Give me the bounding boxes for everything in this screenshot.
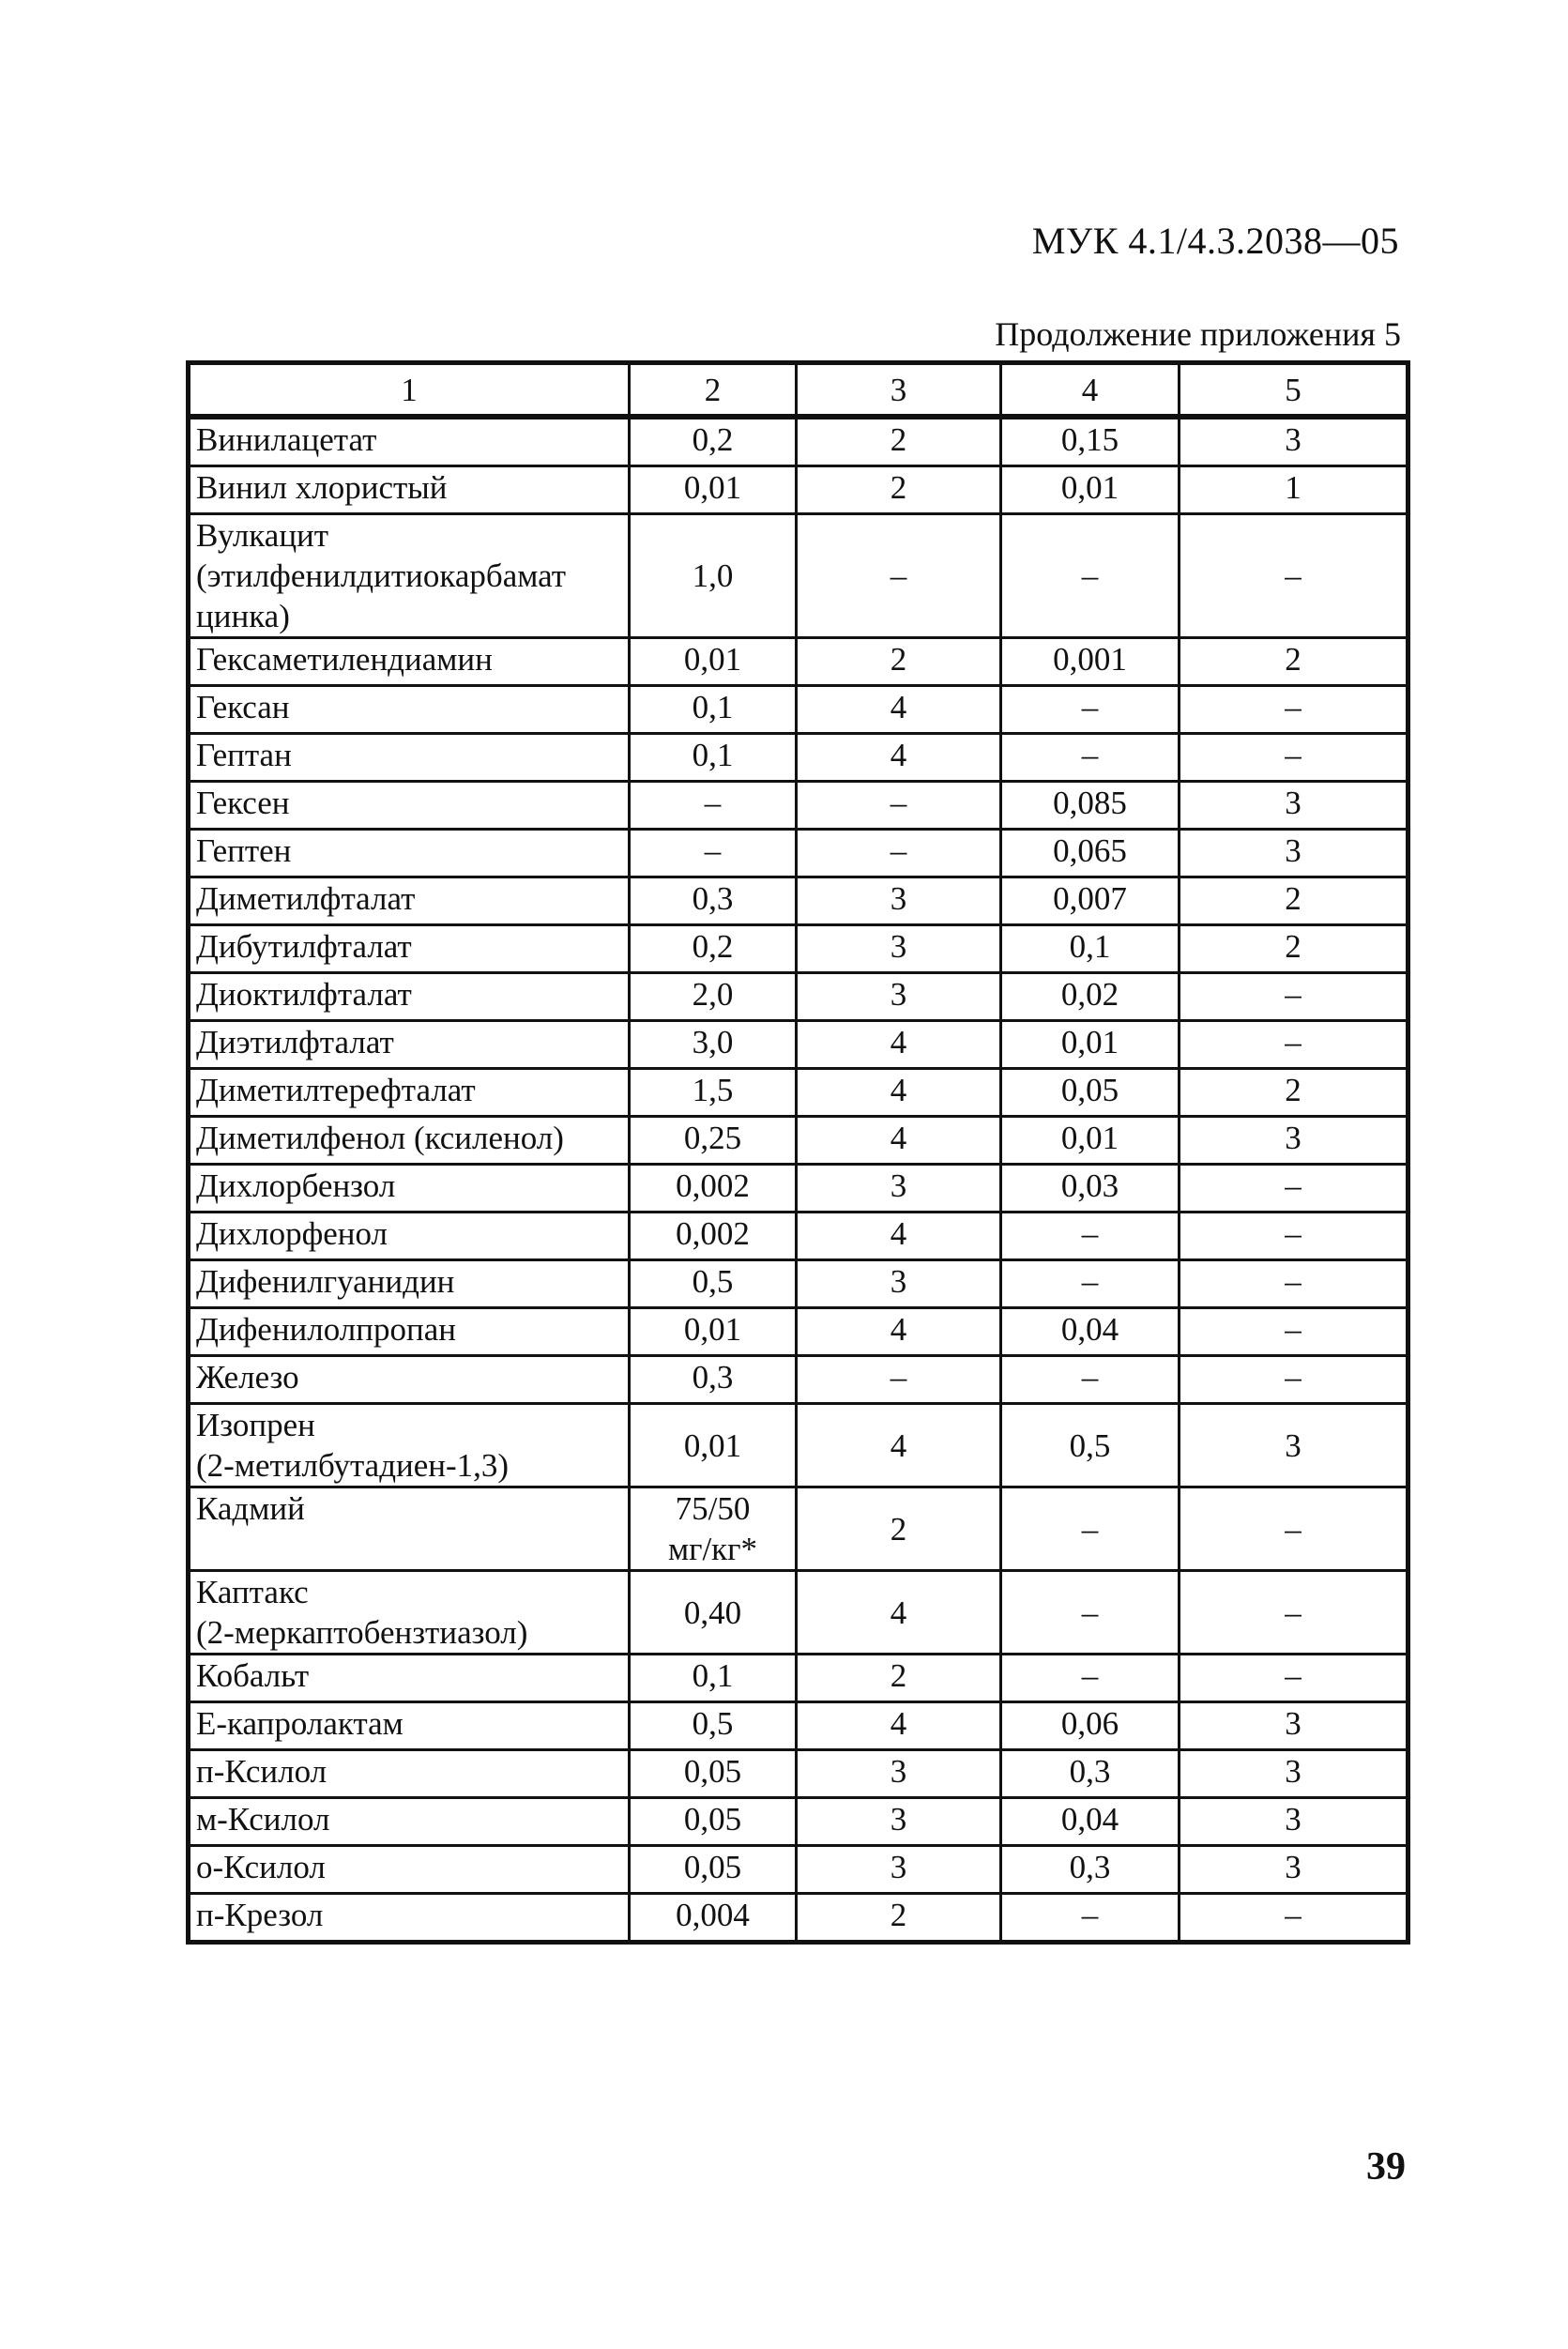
- value-cell-c5: –: [1180, 1487, 1408, 1571]
- value-cell-c3: 4: [797, 734, 1001, 782]
- table-row: [189, 734, 1408, 782]
- value-cell-c4: –: [1001, 1894, 1180, 1943]
- value-cell-c5: 2: [1180, 1069, 1408, 1117]
- value-cell-c5: –: [1180, 1571, 1408, 1655]
- value-cell-c3: –: [797, 782, 1001, 830]
- substance-name-cell: Диметилфенол (ксиленол): [189, 1117, 630, 1165]
- value-cell-c2: 0,1: [630, 734, 797, 782]
- table-row: [189, 1487, 1408, 1571]
- value-cell-c2: 0,004: [630, 1894, 797, 1943]
- value-cell-c3: 2: [797, 1894, 1001, 1943]
- table-row: [189, 1750, 1408, 1798]
- value-cell-c2: 0,3: [630, 877, 797, 925]
- value-cell-c3: 3: [797, 925, 1001, 973]
- table-row: [189, 466, 1408, 514]
- table-row: [189, 417, 1408, 466]
- value-cell-c5: 2: [1180, 638, 1408, 686]
- value-cell-c5: –: [1180, 1260, 1408, 1308]
- value-cell-c4: 0,04: [1001, 1308, 1180, 1356]
- table-row: [189, 973, 1408, 1021]
- table-header-row: [189, 363, 1408, 418]
- value-cell-c3: 4: [797, 1117, 1001, 1165]
- substance-name-cell: Винил хлористый: [189, 466, 630, 514]
- value-cell-c2: 1,0: [630, 514, 797, 638]
- value-cell-c3: 2: [797, 466, 1001, 514]
- value-cell-c4: –: [1001, 686, 1180, 734]
- value-cell-c2: 3,0: [630, 1021, 797, 1069]
- value-cell-c5: –: [1180, 734, 1408, 782]
- value-cell-c2: 75/50 мг/кг*: [630, 1487, 797, 1571]
- value-cell-c5: 1: [1180, 466, 1408, 514]
- value-cell-c5: 3: [1180, 1846, 1408, 1894]
- value-cell-c2: 0,2: [630, 417, 797, 466]
- column-header: 1: [189, 363, 630, 418]
- value-cell-c5: –: [1180, 514, 1408, 638]
- table-body: [189, 363, 1408, 1943]
- continuation-label: Продолжение приложения 5: [995, 315, 1401, 353]
- value-cell-c4: –: [1001, 514, 1180, 638]
- value-cell-c2: –: [630, 830, 797, 877]
- value-cell-c4: –: [1001, 734, 1180, 782]
- value-cell-c3: 3: [797, 877, 1001, 925]
- value-cell-c2: 0,002: [630, 1165, 797, 1213]
- table-row: [189, 1021, 1408, 1069]
- substance-name-cell: п-Ксилол: [189, 1750, 630, 1798]
- value-cell-c2: –: [630, 782, 797, 830]
- value-cell-c3: –: [797, 1356, 1001, 1404]
- column-header: 2: [630, 363, 797, 418]
- value-cell-c5: 3: [1180, 1404, 1408, 1487]
- value-cell-c4: 0,5: [1001, 1404, 1180, 1487]
- data-table: [186, 360, 1410, 1945]
- value-cell-c4: 0,15: [1001, 417, 1180, 466]
- table-row: [189, 877, 1408, 925]
- table-row: [189, 1356, 1408, 1404]
- table-row: [189, 1213, 1408, 1260]
- table-row: [189, 1702, 1408, 1750]
- table-row: [189, 1655, 1408, 1702]
- substance-name-cell: м-Ксилол: [189, 1798, 630, 1846]
- substance-name-cell: Дифенилгуанидин: [189, 1260, 630, 1308]
- value-cell-c2: 0,1: [630, 686, 797, 734]
- value-cell-c5: –: [1180, 686, 1408, 734]
- substance-name-cell: о-Ксилол: [189, 1846, 630, 1894]
- column-header: 4: [1001, 363, 1180, 418]
- value-cell-c2: 0,2: [630, 925, 797, 973]
- value-cell-c3: 2: [797, 1487, 1001, 1571]
- value-cell-c5: 3: [1180, 1798, 1408, 1846]
- table-row: [189, 1308, 1408, 1356]
- table-row: [189, 638, 1408, 686]
- value-cell-c2: 0,01: [630, 638, 797, 686]
- value-cell-c5: 2: [1180, 925, 1408, 973]
- value-cell-c3: 3: [797, 1165, 1001, 1213]
- table-row: [189, 1798, 1408, 1846]
- value-cell-c3: 4: [797, 1213, 1001, 1260]
- value-cell-c5: 3: [1180, 830, 1408, 877]
- table-row: [189, 1404, 1408, 1487]
- substance-name-cell: Е-капролактам: [189, 1702, 630, 1750]
- value-cell-c2: 0,1: [630, 1655, 797, 1702]
- value-cell-c3: 4: [797, 1021, 1001, 1069]
- value-cell-c2: 0,002: [630, 1213, 797, 1260]
- substance-name-cell: Кадмий: [189, 1487, 630, 1571]
- value-cell-c2: 0,05: [630, 1846, 797, 1894]
- substance-name-cell: Гексен: [189, 782, 630, 830]
- substance-name-cell: Диоктилфталат: [189, 973, 630, 1021]
- substance-name-cell: Железо: [189, 1356, 630, 1404]
- table-row: [189, 1846, 1408, 1894]
- table-row: [189, 1894, 1408, 1943]
- page-number: 39: [1366, 2145, 1406, 2189]
- value-cell-c2: 0,05: [630, 1750, 797, 1798]
- substance-name-cell: Дихлорфенол: [189, 1213, 630, 1260]
- substance-name-cell: п-Крезол: [189, 1894, 630, 1943]
- value-cell-c4: 0,007: [1001, 877, 1180, 925]
- table-row: [189, 1260, 1408, 1308]
- value-cell-c4: 0,01: [1001, 466, 1180, 514]
- value-cell-c5: –: [1180, 973, 1408, 1021]
- substance-name-cell: Каптакс (2-меркаптобензтиазол): [189, 1571, 630, 1655]
- value-cell-c5: –: [1180, 1655, 1408, 1702]
- value-cell-c2: 0,05: [630, 1798, 797, 1846]
- value-cell-c5: 3: [1180, 417, 1408, 466]
- value-cell-c2: 0,01: [630, 466, 797, 514]
- table-row: [189, 1069, 1408, 1117]
- value-cell-c4: 0,02: [1001, 973, 1180, 1021]
- value-cell-c4: 0,01: [1001, 1021, 1180, 1069]
- table-row: [189, 830, 1408, 877]
- value-cell-c3: 2: [797, 638, 1001, 686]
- value-cell-c2: 0,25: [630, 1117, 797, 1165]
- value-cell-c5: 3: [1180, 782, 1408, 830]
- substance-name-cell: Изопрен (2-метилбутадиен-1,3): [189, 1404, 630, 1487]
- value-cell-c4: 0,06: [1001, 1702, 1180, 1750]
- value-cell-c5: –: [1180, 1356, 1408, 1404]
- substance-name-cell: Гептан: [189, 734, 630, 782]
- value-cell-c3: 2: [797, 1655, 1001, 1702]
- substance-name-cell: Гексан: [189, 686, 630, 734]
- table-row: [189, 925, 1408, 973]
- value-cell-c2: 2,0: [630, 973, 797, 1021]
- value-cell-c3: 4: [797, 1702, 1001, 1750]
- value-cell-c5: –: [1180, 1894, 1408, 1943]
- value-cell-c4: 0,085: [1001, 782, 1180, 830]
- table-row: [189, 514, 1408, 638]
- value-cell-c2: 0,01: [630, 1404, 797, 1487]
- substance-name-cell: Диэтилфталат: [189, 1021, 630, 1069]
- value-cell-c5: –: [1180, 1308, 1408, 1356]
- table-row: [189, 1571, 1408, 1655]
- value-cell-c4: 0,03: [1001, 1165, 1180, 1213]
- value-cell-c4: 0,05: [1001, 1069, 1180, 1117]
- value-cell-c2: 0,01: [630, 1308, 797, 1356]
- value-cell-c4: 0,04: [1001, 1798, 1180, 1846]
- value-cell-c3: 4: [797, 1404, 1001, 1487]
- value-cell-c3: 4: [797, 1308, 1001, 1356]
- value-cell-c4: –: [1001, 1487, 1180, 1571]
- value-cell-c4: 0,065: [1001, 830, 1180, 877]
- value-cell-c4: 0,001: [1001, 638, 1180, 686]
- value-cell-c5: –: [1180, 1021, 1408, 1069]
- value-cell-c5: –: [1180, 1213, 1408, 1260]
- value-cell-c2: 0,5: [630, 1260, 797, 1308]
- value-cell-c4: –: [1001, 1571, 1180, 1655]
- substance-name-cell: Дихлорбензол: [189, 1165, 630, 1213]
- substance-name-cell: Диметилтерефталат: [189, 1069, 630, 1117]
- column-header: 5: [1180, 363, 1408, 418]
- value-cell-c3: 2: [797, 417, 1001, 466]
- value-cell-c2: 1,5: [630, 1069, 797, 1117]
- value-cell-c3: 4: [797, 1069, 1001, 1117]
- value-cell-c3: 4: [797, 1571, 1001, 1655]
- value-cell-c4: –: [1001, 1213, 1180, 1260]
- value-cell-c4: –: [1001, 1260, 1180, 1308]
- value-cell-c5: 2: [1180, 877, 1408, 925]
- column-header: 3: [797, 363, 1001, 418]
- value-cell-c4: 0,3: [1001, 1846, 1180, 1894]
- value-cell-c5: 3: [1180, 1117, 1408, 1165]
- table-row: [189, 686, 1408, 734]
- value-cell-c5: 3: [1180, 1702, 1408, 1750]
- value-cell-c3: 4: [797, 686, 1001, 734]
- value-cell-c3: –: [797, 514, 1001, 638]
- value-cell-c3: 3: [797, 973, 1001, 1021]
- table-row: [189, 1165, 1408, 1213]
- value-cell-c5: –: [1180, 1165, 1408, 1213]
- value-cell-c3: 3: [797, 1798, 1001, 1846]
- value-cell-c3: 3: [797, 1260, 1001, 1308]
- value-cell-c3: 3: [797, 1846, 1001, 1894]
- substance-name-cell: Гептен: [189, 830, 630, 877]
- substance-name-cell: Вулкацит (этилфенилдитиокарбамат цинка): [189, 514, 630, 638]
- substance-name-cell: Дибутилфталат: [189, 925, 630, 973]
- value-cell-c4: –: [1001, 1356, 1180, 1404]
- value-cell-c3: 3: [797, 1750, 1001, 1798]
- substance-name-cell: Винилацетат: [189, 417, 630, 466]
- value-cell-c4: 0,01: [1001, 1117, 1180, 1165]
- value-cell-c2: 0,3: [630, 1356, 797, 1404]
- value-cell-c4: –: [1001, 1655, 1180, 1702]
- substance-name-cell: Кобальт: [189, 1655, 630, 1702]
- substance-name-cell: Диметилфталат: [189, 877, 630, 925]
- table-row: [189, 782, 1408, 830]
- substance-name-cell: Дифенилолпропан: [189, 1308, 630, 1356]
- value-cell-c4: 0,1: [1001, 925, 1180, 973]
- value-cell-c5: 3: [1180, 1750, 1408, 1798]
- document-code: МУК 4.1/4.3.2038—05: [1031, 220, 1399, 262]
- table-row: [189, 1117, 1408, 1165]
- value-cell-c2: 0,40: [630, 1571, 797, 1655]
- value-cell-c2: 0,5: [630, 1702, 797, 1750]
- value-cell-c4: 0,3: [1001, 1750, 1180, 1798]
- value-cell-c3: –: [797, 830, 1001, 877]
- substance-name-cell: Гексаметилендиамин: [189, 638, 630, 686]
